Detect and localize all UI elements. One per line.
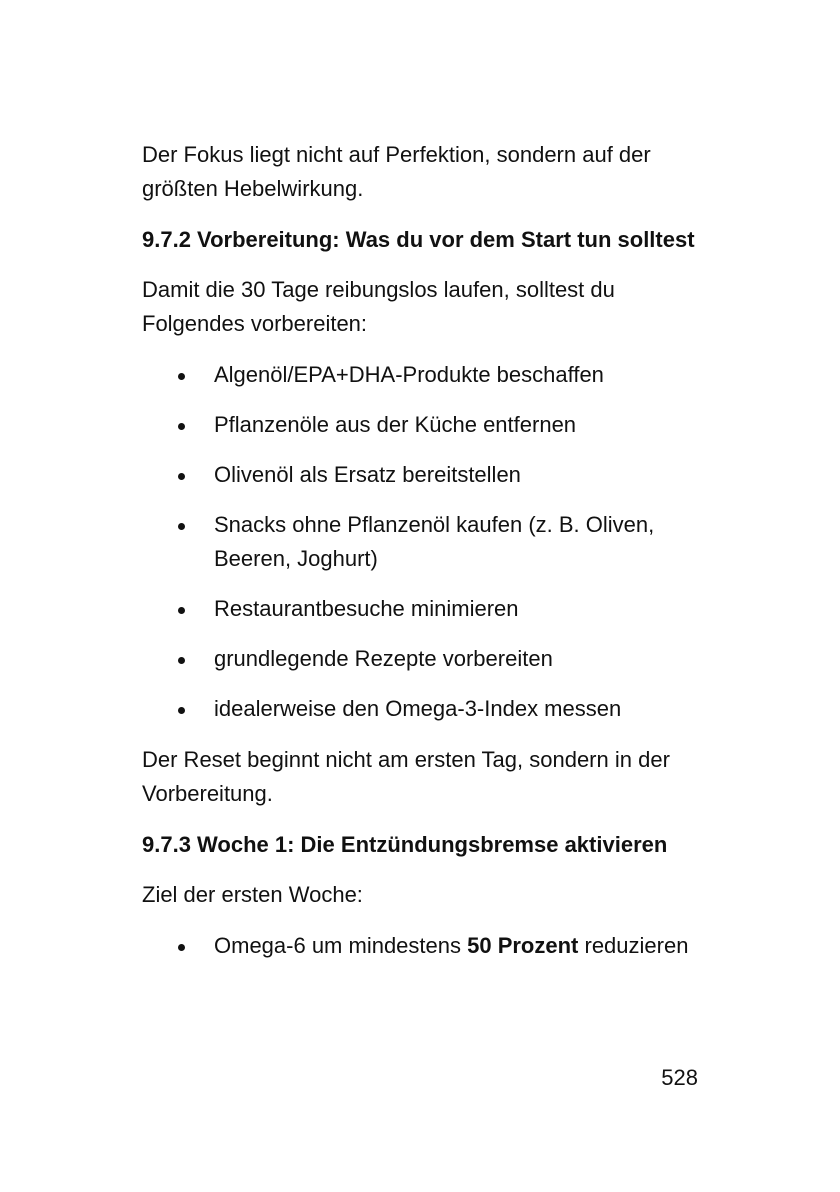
list-item-text-after: reduzieren (578, 933, 689, 958)
list-item (142, 458, 702, 492)
list-item (142, 642, 702, 676)
list-item (142, 929, 702, 963)
bullet-icon (178, 373, 185, 380)
list-item-text: Pflanzenöle aus der Küche entfernen (214, 412, 577, 437)
list-item (142, 692, 702, 726)
week1-list (142, 929, 702, 963)
bullet-icon (178, 707, 185, 714)
week1-intro-paragraph: Ziel der ersten Woche: (142, 882, 363, 907)
bullet-icon (178, 423, 185, 430)
list-item (142, 508, 702, 576)
list-item-text: grundlegende Rezepte vorbereiten (214, 646, 553, 671)
list-item (142, 408, 702, 442)
intro-paragraph: Der Fokus liegt nicht auf Perfektion, sondern auf der größten Hebelwirkung. (142, 142, 651, 201)
list-item (142, 592, 702, 626)
page-number: 528 (661, 1065, 698, 1090)
bullet-icon (178, 657, 185, 664)
list-item-text: idealerweise den Omega-3-Index messen (214, 696, 622, 721)
section-heading-preparation: 9.7.2 Vorbereitung: Was du vor dem Start tun solltest (142, 227, 695, 252)
page-content (142, 138, 702, 980)
list-item-text-before: Omega-6 um mindestens (214, 933, 468, 958)
list-item-text: Restaurantbesuche minimieren (214, 596, 519, 621)
section-heading-week1: 9.7.3 Woche 1: Die Entzündungsbremse aktivieren (142, 832, 668, 857)
bullet-icon (178, 473, 185, 480)
list-item-text-emphasis: 50 Prozent (467, 933, 579, 958)
list-item-text: Algenöl/EPA+DHA-Produkte beschaffen (214, 362, 604, 387)
bullet-icon (178, 944, 185, 951)
preparation-list (142, 358, 702, 726)
preparation-intro-paragraph: Damit die 30 Tage reibungslos laufen, solltest du Folgendes vorbereiten: (142, 277, 615, 336)
bullet-icon (178, 523, 185, 530)
list-item (142, 358, 702, 392)
bullet-icon (178, 607, 185, 614)
preparation-outro-paragraph: Der Reset beginnt nicht am ersten Tag, sondern in der Vorbereitung. (142, 747, 670, 806)
list-item-text: Snacks ohne Pflanzenöl kaufen (z. B. Oliven, Beeren, Joghurt) (214, 512, 655, 571)
list-item-text: Olivenöl als Ersatz bereitstellen (214, 462, 521, 487)
